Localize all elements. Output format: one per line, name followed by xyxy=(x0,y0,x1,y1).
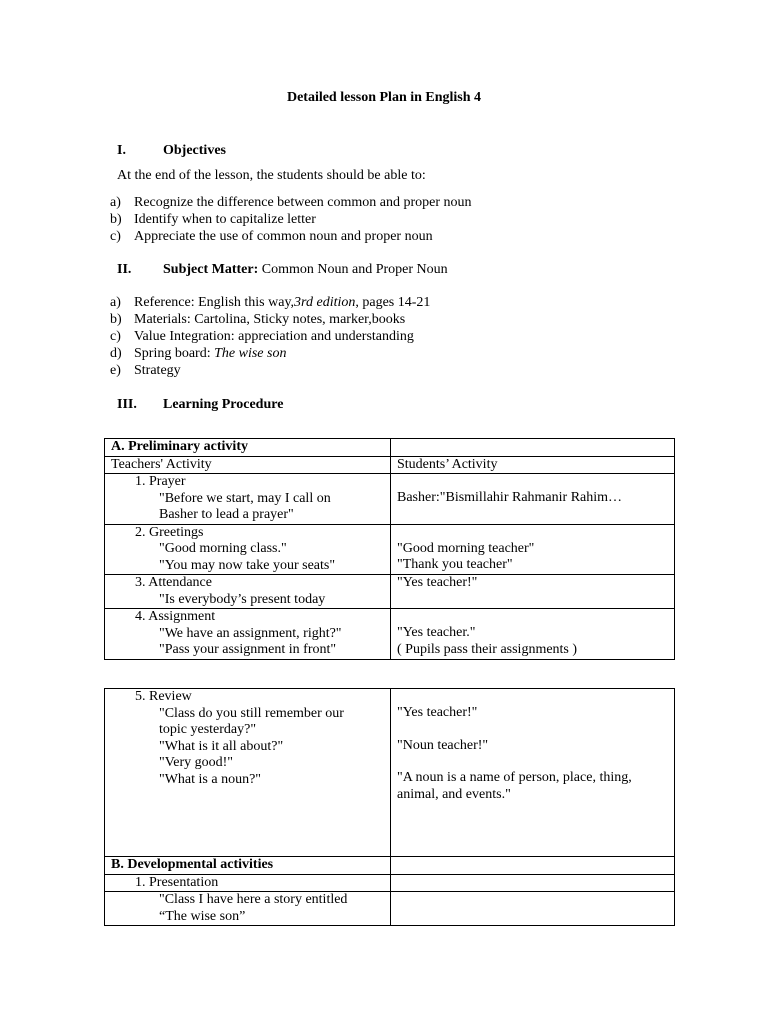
list-marker: b) xyxy=(110,312,122,327)
cell-line: 3. Attendance xyxy=(135,575,212,590)
table-cell: B. Developmental activities xyxy=(105,857,391,875)
table-row xyxy=(105,609,675,660)
cell-line: "What is a noun?" xyxy=(159,771,262,787)
cell-line: "Thank you teacher" xyxy=(397,557,513,572)
table-cell xyxy=(391,474,675,525)
table-cell xyxy=(391,689,675,857)
table-cell xyxy=(391,874,675,892)
cell-line: "A noun is a name of person, place, thing, xyxy=(397,770,632,785)
table-cell: A. Preliminary activity xyxy=(105,439,391,457)
subject-matter-value: Common Noun and Proper Noun xyxy=(258,262,448,277)
cell-line: 1. Prayer xyxy=(135,474,186,489)
list-text-italic: The wise son xyxy=(214,346,287,361)
list-text: Value Integration: appreciation and understanding xyxy=(134,329,414,344)
list-text: , pages 14-21 xyxy=(355,295,431,310)
list-item xyxy=(110,194,670,211)
table-cell: Teachers' Activity xyxy=(105,456,391,474)
table-cell xyxy=(391,524,675,575)
activity-table-1 xyxy=(104,438,675,660)
section-label: Learning Procedure xyxy=(163,397,284,412)
table-cell xyxy=(391,439,675,457)
list-text: Strategy xyxy=(134,363,181,378)
list-text: Recognize the difference between common and proper noun xyxy=(134,195,472,210)
table-cell xyxy=(391,609,675,660)
table-row xyxy=(105,575,675,609)
list-marker: d) xyxy=(110,346,122,361)
page-title: Detailed lesson Plan in English 4 xyxy=(286,90,482,105)
cell-line: Basher to lead a prayer" xyxy=(159,507,294,522)
table-row xyxy=(105,892,675,926)
cell-line: 5. Review xyxy=(135,689,192,704)
cell-line: topic yesterday?" xyxy=(159,722,257,737)
table-row xyxy=(105,689,675,857)
cell-line: "Good morning teacher" xyxy=(397,540,535,556)
subject-matter-list xyxy=(110,294,670,379)
activity-table-2 xyxy=(104,688,675,926)
table-cell xyxy=(391,857,675,875)
list-marker: b) xyxy=(110,212,122,227)
list-text: Materials: Cartolina, Sticky notes, marker,books xyxy=(134,312,406,327)
table-row xyxy=(105,524,675,575)
table-row xyxy=(105,439,675,457)
cell-line: 4. Assignment xyxy=(135,609,216,624)
section-label: Subject Matter: xyxy=(163,262,259,277)
cell-line: "You may now take your seats" xyxy=(159,557,336,573)
cell-line: "Is everybody’s present today xyxy=(159,591,326,607)
table-cell xyxy=(105,874,391,892)
list-marker: a) xyxy=(110,195,121,210)
objectives-intro: At the end of the lesson, the students should be able to: xyxy=(117,168,426,183)
objectives-list xyxy=(110,194,670,245)
list-item xyxy=(110,345,670,362)
cell-line: 1. Presentation xyxy=(135,874,219,890)
cell-line: "Yes teacher!" xyxy=(397,705,478,720)
table-cell xyxy=(105,892,391,926)
cell-line: "Pass your assignment in front" xyxy=(159,642,337,657)
list-text: Reference: English this way, xyxy=(134,295,295,310)
list-item xyxy=(110,328,670,345)
list-marker: c) xyxy=(110,229,121,244)
list-text: Spring board: xyxy=(134,346,215,361)
cell-line: "Noun teacher!" xyxy=(397,737,489,753)
table-row xyxy=(105,456,675,474)
table-row xyxy=(105,857,675,875)
section-number: I. xyxy=(117,143,126,158)
list-item xyxy=(110,211,670,228)
table-row xyxy=(105,874,675,892)
cell-line: "Good morning class." xyxy=(159,541,287,556)
cell-line: 2. Greetings xyxy=(135,524,204,540)
table-cell: Students’ Activity xyxy=(391,456,675,474)
table-cell xyxy=(391,575,675,609)
cell-line: animal, and events." xyxy=(397,786,511,802)
cell-line: “The wise son” xyxy=(159,908,246,924)
cell-line: "We have an assignment, right?" xyxy=(159,625,342,641)
table-row xyxy=(105,474,675,525)
list-marker: e) xyxy=(110,363,121,378)
table-cell xyxy=(105,474,391,525)
list-marker: c) xyxy=(110,329,121,344)
section-number: II. xyxy=(117,262,132,277)
list-item xyxy=(110,311,670,328)
list-item xyxy=(110,294,670,311)
cell-line: "What is it all about?" xyxy=(159,738,284,754)
table-cell xyxy=(105,609,391,660)
cell-line: "Class do you still remember our xyxy=(159,705,344,721)
cell-line: ( Pupils pass their assignments ) xyxy=(397,641,578,657)
section-label: Objectives xyxy=(163,143,226,158)
table-cell xyxy=(391,892,675,926)
list-marker: a) xyxy=(110,295,121,310)
list-text: Appreciate the use of common noun and proper noun xyxy=(134,229,433,244)
list-text: Identify when to capitalize letter xyxy=(134,212,316,227)
table-cell xyxy=(105,689,391,857)
cell-line: "Before we start, may I call on xyxy=(159,490,331,506)
list-item xyxy=(110,228,670,245)
table-cell xyxy=(105,524,391,575)
list-text-italic: 3rd edition xyxy=(294,295,356,310)
list-item xyxy=(110,362,670,379)
table-cell xyxy=(105,575,391,609)
section-number: III. xyxy=(117,397,137,412)
cell-line: "Yes teacher!" xyxy=(397,575,478,590)
cell-line: "Class I have here a story entitled xyxy=(159,892,348,907)
cell-line: "Very good!" xyxy=(159,755,234,770)
cell-line: "Yes teacher." xyxy=(397,625,476,640)
cell-line: Basher:"Bismillahir Rahmanir Rahim… xyxy=(397,490,623,505)
